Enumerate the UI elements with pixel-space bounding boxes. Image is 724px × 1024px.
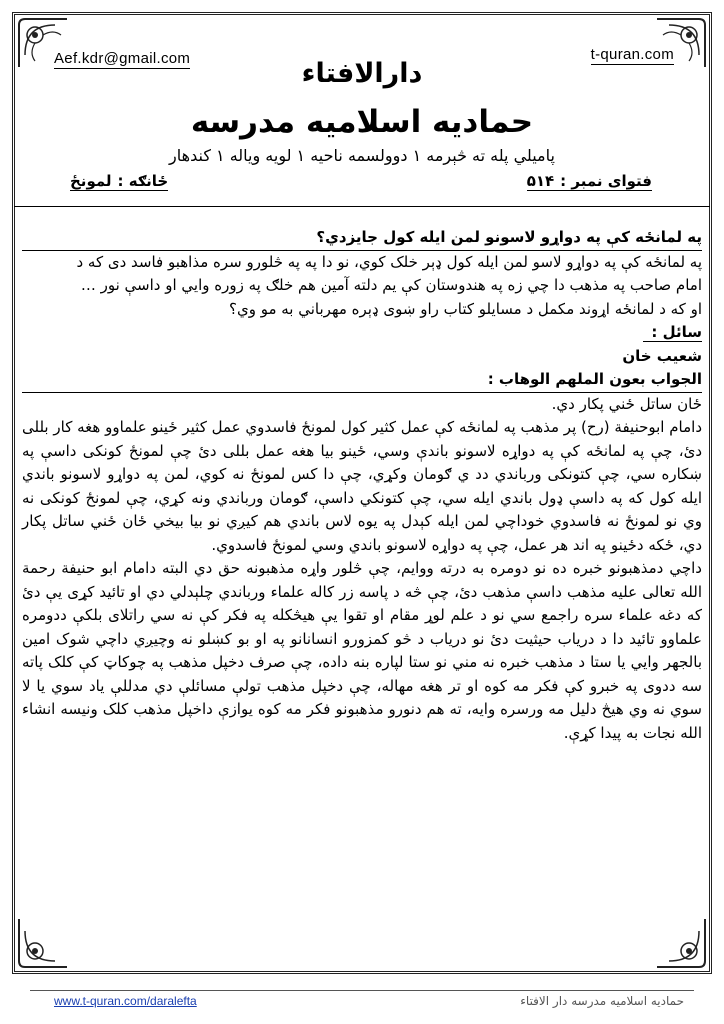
footer-link[interactable]: www.t-quran.com/daralefta xyxy=(54,994,197,1008)
corner-ornament-icon xyxy=(653,915,709,971)
question-line: او که د لمانځه اړوند مکمل د مسایلو کتاب راو ښوی ډېره مهرباني به مو وي؟ xyxy=(229,299,702,318)
asker-label-row xyxy=(22,321,702,345)
address-line: پامیلي پله ته څېرمه ۱ دوولسمه ناحیه ۱ لویه ویاله ۱ کندهار xyxy=(169,146,555,165)
asker-name: شعیب خان xyxy=(622,346,702,365)
footer-name: حمادیه اسلامیه مدرسه دار الافتاء xyxy=(520,994,684,1008)
website-link[interactable]: t-quran.com xyxy=(590,46,674,63)
fatwa-number xyxy=(527,172,652,191)
answer-paragraph: دامام ابوحنیفة (رح) پر مذهب په لمانځه کې عمل کثیر کول لمونځ فاسدوي عمل کثیر ځینو علماوو هغه کار بللی دئ، چې په لمانځه کې په دواړه لاسونو باندې وسي، ځینو بیا هغه عمل بللی دئ چې لمونځ کونکی داسې په ښکاره سي، چې کتونکی ورباندي دد ي ګومان وکړي، چې دا کس لمونځ نه کوي، لمن په دواړو لاسونو باندي ایله کول که په داسې ډول باندي ایله سي، چې کتونکي داسې، ګومان ورباندي ونه کړي، چې لمونځ کونکی نه وي نو لمونځ نه فاسدوي خوداچي لمن ایله کېدل په یوه لاس باندي هم کیږي نو بیا بیخي ځان ځني ساتل پکار دي، ځکه دځینو په اند هر عمل، چې په دواړه لاسونو باندي وسي لمونځ فاسدوي. xyxy=(22,418,702,554)
answer-paragraph: داچي دمذهبونو خبره ده نو دومره به درته ووایم، چې څلور واړه مذهبونه حق دي البته دامام ابو حنیفة رحمة الله تعالی علیه مذهب داسې مذهب دئ، چې څه د پاسه زر کاله علماء ورباندي چلېدلي دي او تائید کړی یې دئ که دغه علماء سره راجمع سي نو د علم لوړ مقام او تقوا یې هیڅکله په فکر کې نه سي راتلای بلکې ددومره علماوو تائید دا د دریاب حیثیت دئ نو دریاب د څو کمزورو انسانانو په او بو کښلو نه وچیږي داچي شوک امین بالجهر وایي یا ستا د مذهب خبره نه مني نو ستا لپاره بنه داده، چې صرف دخپل مذهب په چوکاټ کې کلک پاته سه ددوی په خبرو کې فکر مه کوه او تر هغه مهاله، چې دخپل مذهب تولې مسائلې دي مدللې یاد سوي یا لا سوي نه وي هیڅ دلیل مه ورسره وایه، ته هم دنورو مذهبونو فکر مه کوه یوازې داخپل مذهب کلک ونیسه انشاء الله نجات به پیدا کړې. xyxy=(22,559,702,742)
institution-subtitle: دارالافتاء xyxy=(301,58,423,89)
fatwa-number-label: فتوای نمبر : xyxy=(560,172,652,190)
header-divider xyxy=(14,206,710,207)
answer-paragraph: ځان ساتل ځني پکار دي. xyxy=(551,394,702,413)
question-line: په لمانځه کې په دواړو لاسو لمن ایله کول ډېر خلک کوي، نو دا په په څلورو سره مذاهبو فاسد دی که د xyxy=(76,252,702,271)
category xyxy=(70,172,168,191)
footer-divider xyxy=(30,990,694,991)
institution-title: حمادیه اسلامیه مدرسه xyxy=(190,104,534,140)
category-label: ځانګه : xyxy=(117,172,169,190)
fatwa-number-value: ۵۱۴ xyxy=(526,172,555,190)
category-value: لمونځ xyxy=(70,172,112,190)
fatwa-body xyxy=(22,226,702,745)
answer-heading: الجواب بعون الملهم الوهاب : xyxy=(22,368,702,393)
corner-ornament-icon xyxy=(15,915,71,971)
question-heading: په لمانځه کې په دواړو لاسونو لمن ایله کول جایزدي؟ xyxy=(22,226,702,251)
question-line: امام صاحب په مذهب دا چي زه په هندوستان کې یم دلته آمین هم خلګ په زوره وایي او داسې نور … xyxy=(80,276,702,294)
contact-email[interactable]: Aef.kdr@gmail.com xyxy=(54,50,191,67)
asker-label: سائل : xyxy=(643,323,702,342)
